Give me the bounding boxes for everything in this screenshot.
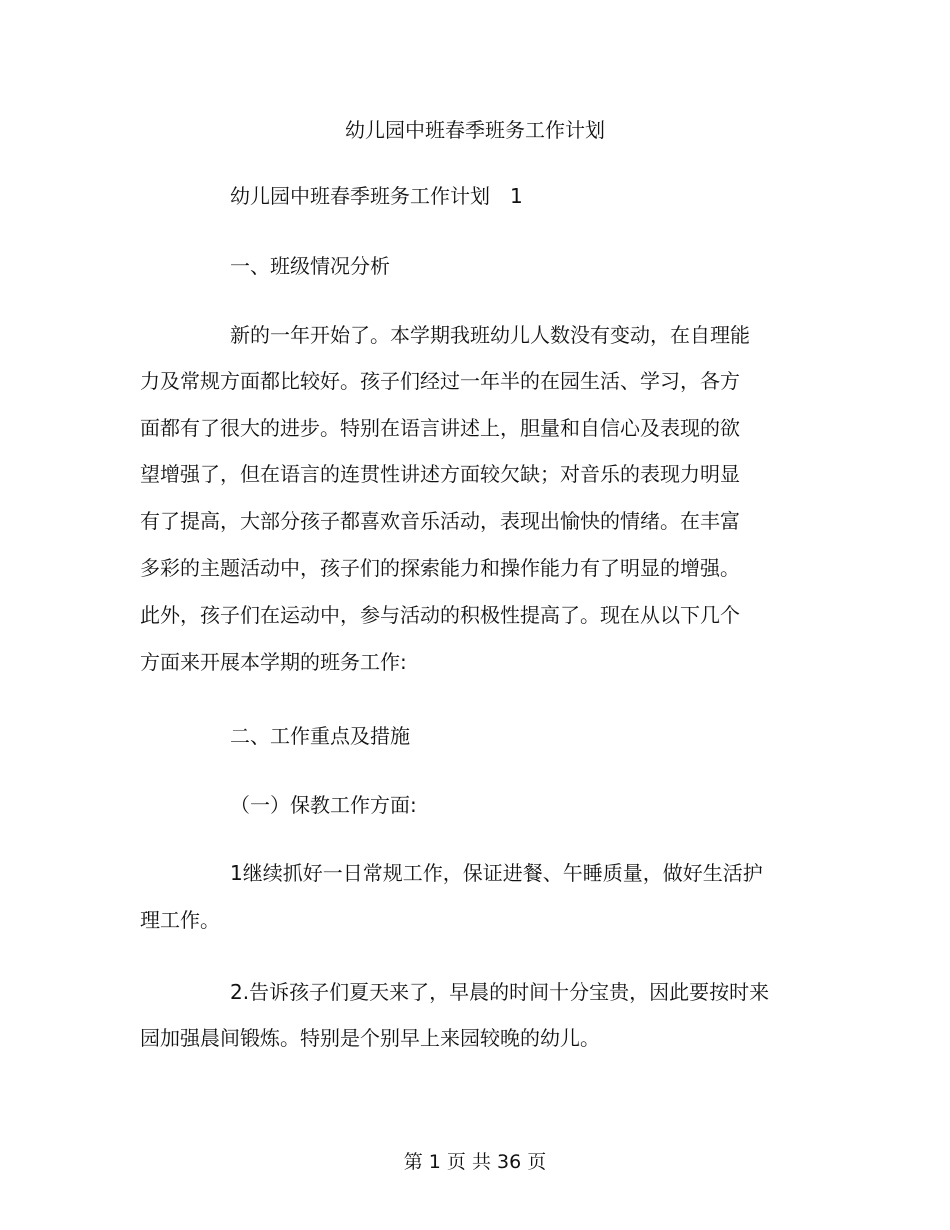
list-item-line: 园加强晨间锻炼。特别是个别早上来园较晚的幼儿。 bbox=[140, 1026, 600, 1050]
paragraph-line: 此外，孩子们在运动中，参与活动的积极性提高了。现在从以下几个 bbox=[140, 603, 740, 627]
document-title: 幼儿园中班春季班务工作计划 bbox=[345, 118, 605, 142]
paragraph-line: 面都有了很大的进步。特别在语言讲述上，胆量和自信心及表现的欲 bbox=[140, 416, 740, 440]
paragraph-line: 望增强了，但在语言的连贯性讲述方面较欠缺；对音乐的表现力明显 bbox=[140, 462, 740, 486]
list-item-line: 1继续抓好一日常规工作，保证进餐、午睡质量，做好生活护 bbox=[230, 861, 763, 885]
paragraph-line: 方面来开展本学期的班务工作: bbox=[140, 650, 407, 674]
list-item-line: 理工作。 bbox=[140, 908, 220, 932]
document-subtitle: 幼儿园中班春季班务工作计划 1 bbox=[230, 184, 523, 208]
paragraph-line: 多彩的主题活动中，孩子们的探索能力和操作能力有了明显的增强。 bbox=[140, 556, 740, 580]
section-heading-2: 二、工作重点及措施 bbox=[230, 724, 410, 748]
paragraph-line: 新的一年开始了。本学期我班幼儿人数没有变动，在自理能 bbox=[230, 323, 750, 347]
paragraph-line: 有了提高，大部分孩子都喜欢音乐活动，表现出愉快的情绪。在丰富 bbox=[140, 509, 740, 533]
page-footer: 第 1 页 共 36 页 bbox=[403, 1151, 547, 1173]
list-item-line: 2.告诉孩子们夏天来了，早晨的时间十分宝贵，因此要按时来 bbox=[230, 980, 770, 1004]
paragraph-line: 力及常规方面都比较好。孩子们经过一年半的在园生活、学习，各方 bbox=[140, 369, 740, 393]
subsection-heading: （一）保教工作方面: bbox=[230, 793, 417, 817]
section-heading-1: 一、班级情况分析 bbox=[230, 254, 390, 278]
